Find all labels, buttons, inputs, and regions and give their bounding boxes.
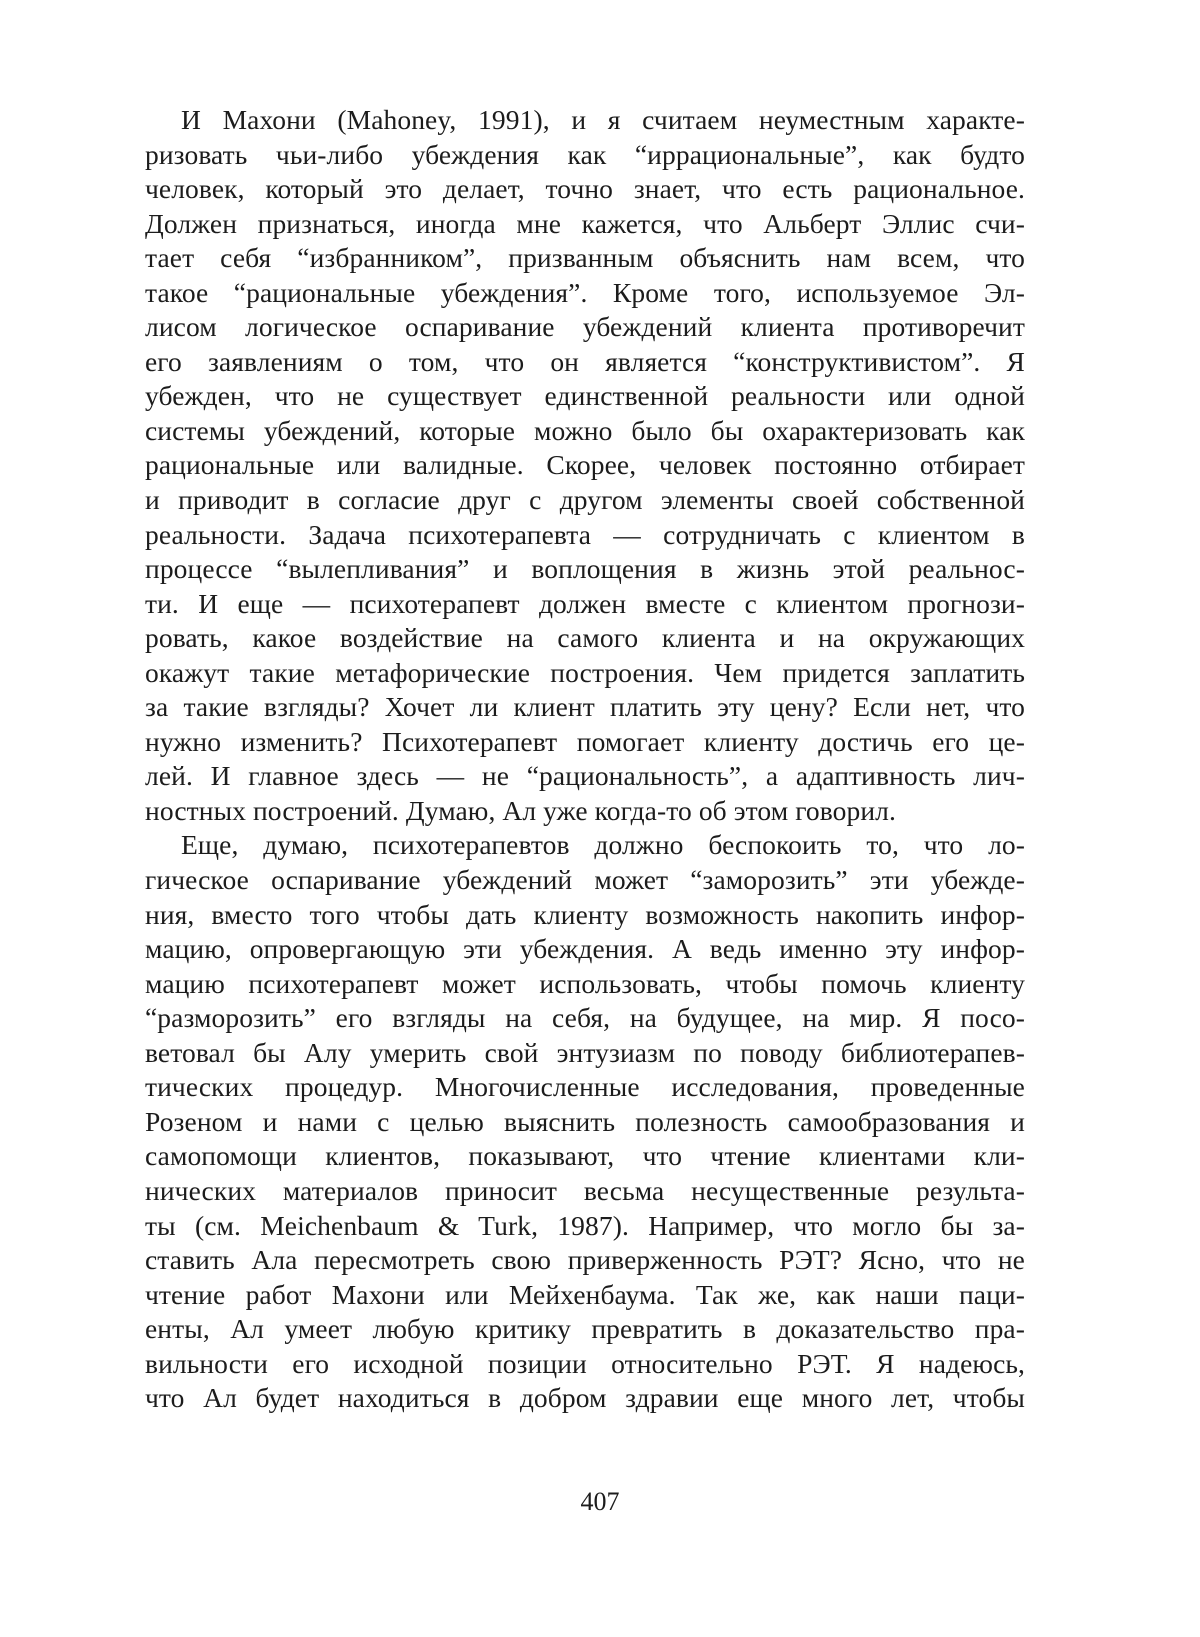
text-line: мацию, опровергающую эти убеждения. А ведь именно эту инфор-	[145, 933, 1025, 965]
text-line: за такие взгляды? Хочет ли клиент платить эту цену? Если нет, что	[145, 691, 1025, 723]
text-line: енты, Ал умеет любую критику превратить в доказательство пра-	[145, 1313, 1025, 1345]
page-number: 407	[580, 1487, 620, 1516]
text-line: человек, который это делает, точно знает, что есть рациональное.	[145, 173, 1025, 205]
text-line: системы убеждений, которые можно было бы охарактеризовать как	[145, 414, 1025, 446]
text-line: нужно изменить? Психотерапевт помогает клиенту достичь его це-	[145, 725, 1025, 757]
text-line: его заявлениям о том, что он является “конструктивистом”. Я	[145, 345, 1025, 377]
text-line: рациональные или валидные. Скорее, человек постоянно отбирает	[145, 449, 1025, 481]
text-line: убежден, что не существует единственной реальности или одной	[145, 380, 1025, 412]
text-line: что Ал будет находиться в добром здравии еще много лет, чтобы	[145, 1382, 1025, 1414]
text-line: лей. И главное здесь — не “рациональность”, а адаптивность лич-	[145, 760, 1025, 792]
text-line: тических процедур. Многочисленные исследования, проведенные	[145, 1071, 1025, 1103]
paragraph-1	[145, 103, 1025, 828]
text-line: “разморозить” его взгляды на себя, на будущее, на мир. Я посо-	[145, 1002, 1025, 1034]
text-line: Еще, думаю, психотерапевтов должно беспокоить то, что ло-	[181, 829, 1025, 861]
text-line: чтение работ Махони или Мейхенбаума. Так же, как наши паци-	[145, 1278, 1025, 1310]
text-line: ния, вместо того чтобы дать клиенту возможность накопить инфор-	[145, 898, 1025, 930]
text-line: вильности его исходной позиции относительно РЭТ. Я надеюсь,	[145, 1347, 1025, 1379]
text-line: ризовать чьи-либо убеждения как “иррациональные”, как будто	[145, 138, 1025, 170]
text-line: Должен признаться, иногда мне кажется, что Альберт Эллис счи-	[145, 207, 1025, 239]
text-line: гическое оспаривание убеждений может “заморозить” эти убежде-	[145, 864, 1025, 896]
text-line: ти. И еще — психотерапевт должен вместе с клиентом прогнози-	[145, 587, 1025, 619]
text-line: мацию психотерапевт может использовать, чтобы помочь клиенту	[145, 967, 1025, 999]
text-line: лисом логическое оспаривание убеждений клиента противоречит	[145, 311, 1025, 343]
text-line: ты (см. Meichenbaum & Turk, 1987). Например, что могло бы за-	[145, 1209, 1025, 1241]
text-line: окажут такие метафорические построения. Чем придется заплатить	[145, 656, 1025, 688]
text-line: нических материалов приносит весьма несущественные результа-	[145, 1174, 1025, 1206]
text-line: тает себя “избранником”, призванным объяснить нам всем, что	[145, 242, 1025, 274]
paragraph-2	[145, 828, 1025, 1415]
text-line: ставить Ала пересмотреть свою приверженность РЭТ? Ясно, что не	[145, 1244, 1025, 1276]
text-line: Розеном и нами с целью выяснить полезность самообразования и	[145, 1105, 1025, 1137]
text-line: И Махони (Mahoney, 1991), и я считаем неуместным характе-	[181, 104, 1025, 135]
text-line: реальности. Задача психотерапевта — сотрудничать с клиентом в	[145, 518, 1025, 550]
text-line: ровать, какое воздействие на самого клиента и на окружающих	[145, 622, 1025, 654]
text-line: такое “рациональные убеждения”. Кроме того, используемое Эл-	[145, 276, 1025, 308]
text-line: ностных построений. Думаю, Ал уже когда-то об этом говорил.	[145, 794, 896, 826]
text-line: самопомощи клиентов, показывают, что чтение клиентами кли-	[145, 1140, 1025, 1172]
text-line: и приводит в согласие друг с другом элементы своей собственной	[145, 484, 1025, 516]
text-line: ветовал бы Алу умерить свой энтузиазм по поводу библиотерапев-	[145, 1036, 1025, 1068]
text-line: процессе “вылепливания” и воплощения в жизнь этой реальнос-	[145, 553, 1025, 585]
body-text	[145, 103, 1025, 1416]
